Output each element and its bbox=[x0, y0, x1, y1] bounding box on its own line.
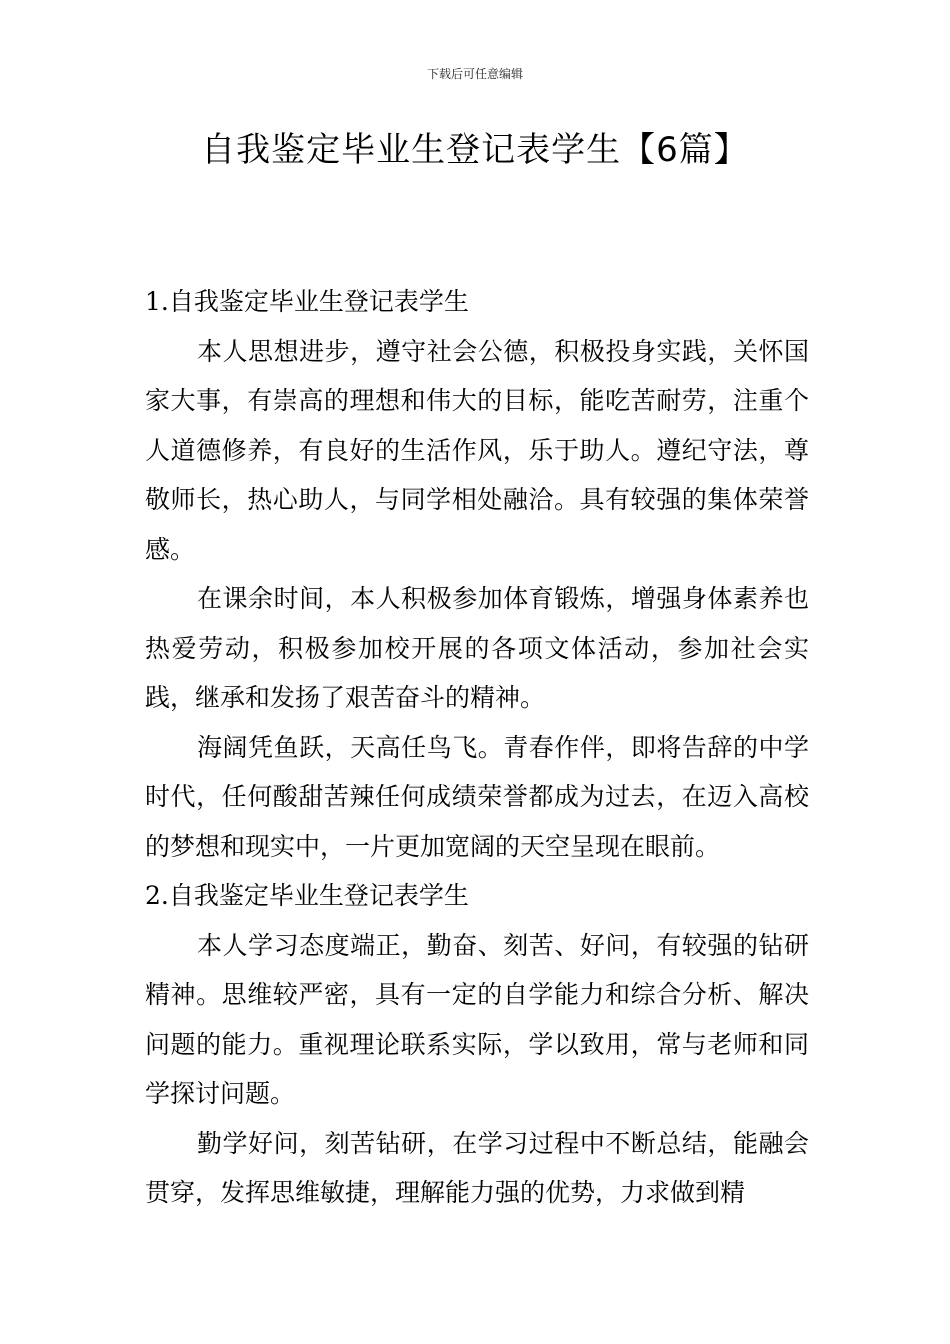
paragraph: 在课余时间，本人积极参加体育锻炼，增强身体素养也热爱劳动，积极参加校开展的各项文体活动，参加社会实践，继承和发扬了艰苦奋斗的精神。 bbox=[145, 584, 809, 712]
paragraph: 本人思想进步，遵守社会公德，积极投身实践，关怀国家大事，有崇高的理想和伟大的目标，能吃苦耐劳，注重个人道德修养，有良好的生活作风，乐于助人。遵纪守法，尊敬师长，热心助人，与同学相处融洽。具有较强的集体荣誉感。 bbox=[145, 336, 809, 564]
section-1 bbox=[145, 277, 809, 871]
paragraph: 海阔凭鱼跃，天高任鸟飞。青春作伴，即将告辞的中学时代，任何酸甜苦辣任何成绩荣誉都成为过去，在迈入高校的梦想和现实中，一片更加宽阔的天空呈现在眼前。 bbox=[145, 732, 809, 861]
paragraph: 本人学习态度端正，勤奋、刻苦、好问，有较强的钻研精神。思维较严密，具有一定的自学能力和综合分析、解决问题的能力。重视理论联系实际，学以致用，常与老师和同学探讨问题。 bbox=[145, 930, 809, 1108]
section-heading: 2.自我鉴定毕业生登记表学生 bbox=[145, 881, 469, 910]
section-2 bbox=[145, 871, 809, 1218]
section-heading: 1.自我鉴定毕业生登记表学生 bbox=[145, 287, 469, 316]
document-body bbox=[145, 277, 809, 1218]
header-note: 下载后可任意编辑 bbox=[426, 67, 523, 81]
document-title: 自我鉴定毕业生登记表学生【6篇】 bbox=[201, 130, 749, 170]
paragraph: 勤学好问，刻苦钻研，在学习过程中不断总结，能融会贯穿，发挥思维敏捷，理解能力强的优势，力求做到精 bbox=[145, 1128, 809, 1207]
